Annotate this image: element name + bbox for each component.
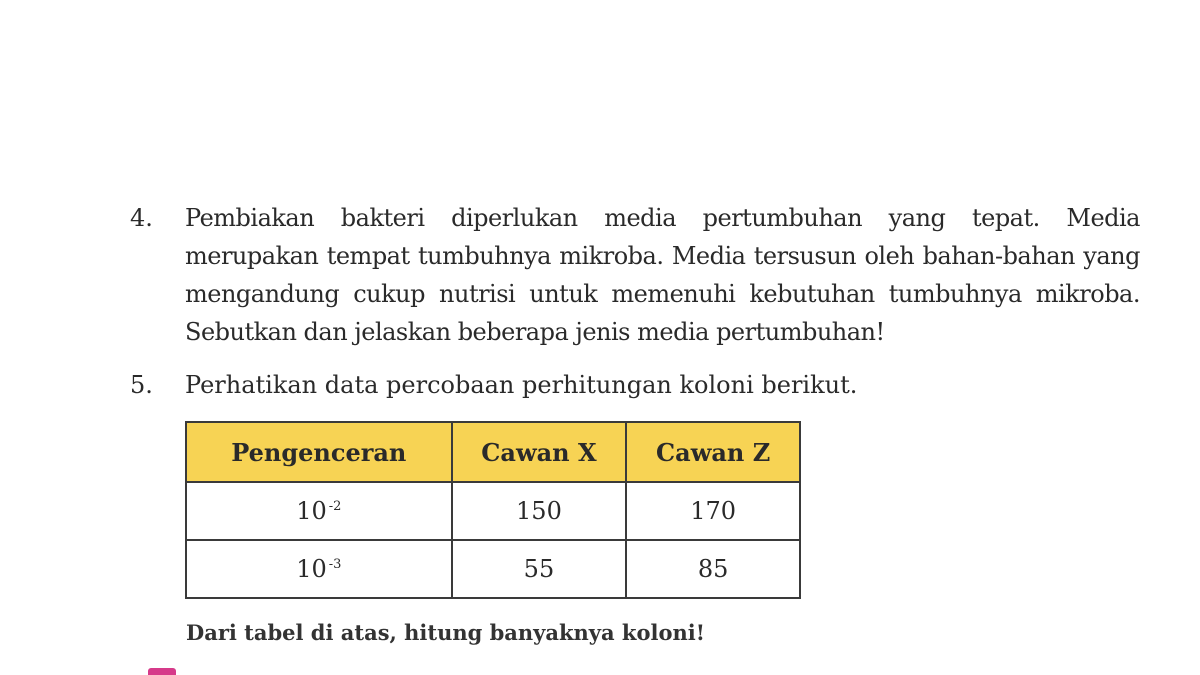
question-4: [130, 199, 1140, 351]
dilution-base: 10: [296, 497, 327, 525]
table-header-row: [186, 422, 800, 482]
header-cawan-x: Cawan X: [452, 422, 627, 482]
table-row: [186, 482, 800, 540]
colony-count-table: [185, 421, 801, 599]
question-number: 5.: [130, 371, 153, 399]
question-number: 4.: [130, 204, 153, 232]
cawan-x-cell: 55: [452, 540, 627, 598]
cawan-z-cell: 170: [626, 482, 800, 540]
dilution-cell: [186, 540, 452, 598]
cawan-x-cell: 150: [452, 482, 627, 540]
question-5: [130, 366, 1140, 404]
question-text: Perhatikan data percobaan perhitungan koloni berikut.: [185, 371, 858, 399]
dilution-cell: [186, 482, 452, 540]
table-instruction: Dari tabel di atas, hitung banyaknya koloni!: [186, 620, 705, 645]
dilution-base: 10: [296, 555, 327, 583]
table-row: [186, 540, 800, 598]
cawan-z-cell: 85: [626, 540, 800, 598]
dilution-exponent: -2: [328, 499, 342, 514]
question-text: Pembiakan bakteri diperlukan media pertumbuhan yang tepat. Media merupakan tempat tumbuhnya mikroba. Media tersusun oleh bahan-bahan yang mengandung cukup nutrisi untuk memenuhi kebutuhan tumbuhnya mikroba. Sebutkan dan jelaskan beberapa jenis media pertumbuhan!: [185, 204, 1140, 346]
header-cawan-z: Cawan Z: [626, 422, 800, 482]
dilution-exponent: -3: [328, 557, 342, 572]
page-decoration-mark: [148, 668, 176, 675]
header-pengenceran: Pengenceran: [186, 422, 452, 482]
